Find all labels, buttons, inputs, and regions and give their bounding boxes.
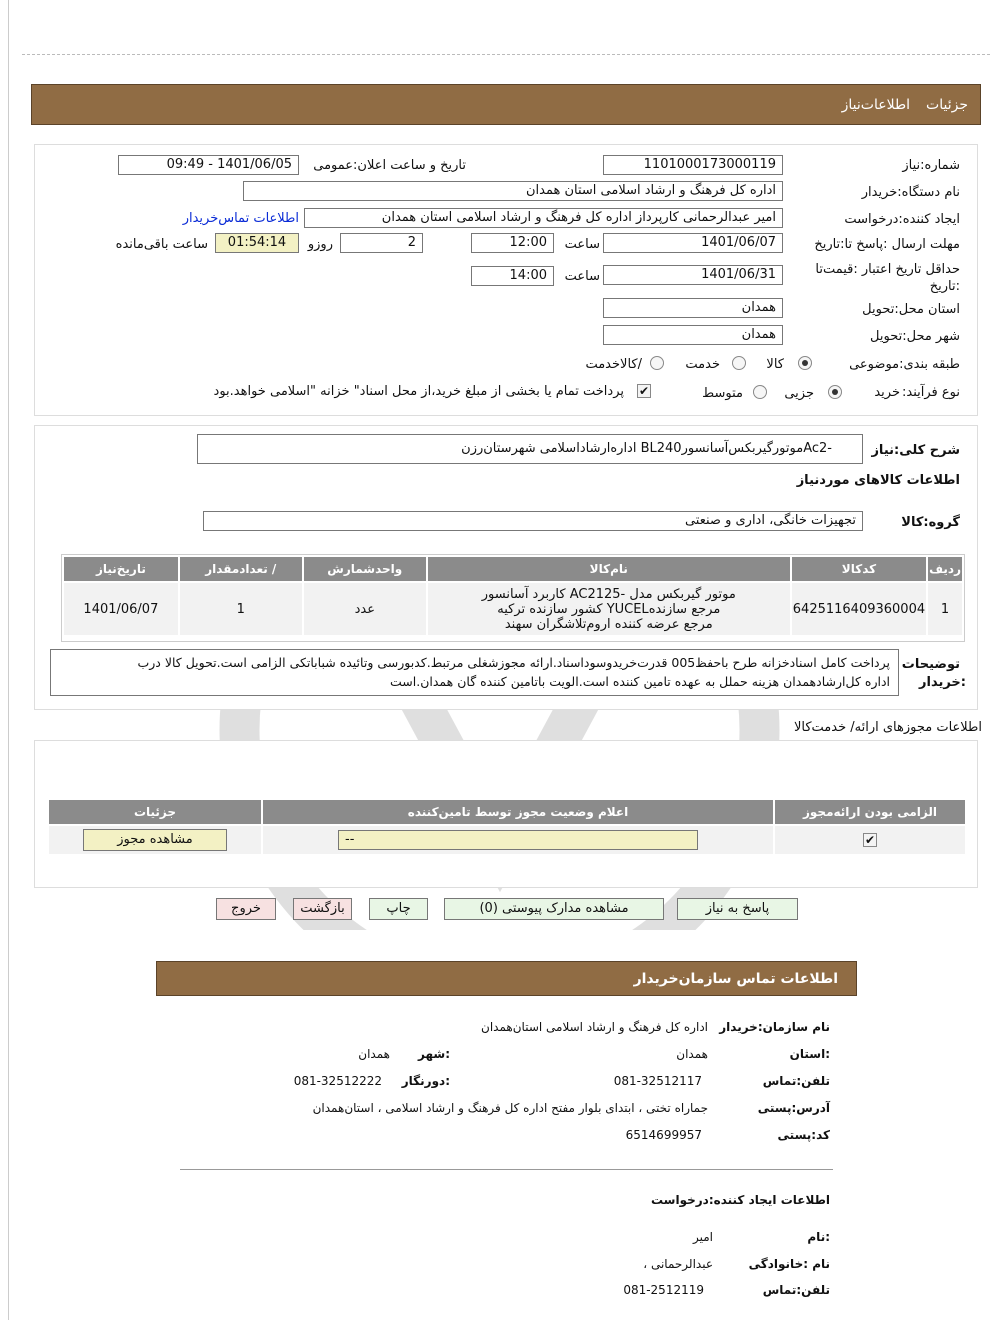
col-qty: / تعدادمقدار: [180, 557, 302, 581]
exit-button[interactable]: خروج: [216, 898, 276, 920]
buyer-notes-line-1: پرداخت کامل اسنادخزانه طرح باحفظ005 قدرت‌خریدوسوداسناد.ارائه مجوزشغلی مرتبط.کدبورسی وتائیده شباباتکی الزامی است.تحویل کالا درب: [137, 655, 890, 670]
creator-field: امیر عبدالرحمانی کارپرداز اداره کل فرهنگ و ارشاد اسلامی استان همدان: [304, 208, 783, 228]
days-label: روزو: [307, 237, 333, 252]
validity-hour-label: ساعت: [564, 269, 600, 284]
permits-table: [47, 798, 967, 856]
category-goods-service-radio[interactable]: [650, 356, 664, 370]
buyer-label: نام دستگاه:خریدار: [861, 185, 960, 200]
goods-name-line-1: موتور گیربکس مدل -AC2125 کاربرد آسانسور: [481, 586, 736, 602]
print-button[interactable]: چاپ: [369, 898, 428, 920]
buyer-contact-link[interactable]: اطلاعات تماس‌خریدار: [182, 211, 299, 226]
permits-title: اطلاعات مجوزهای ارائه/ خدمت‌کالا: [793, 720, 982, 735]
days-field: 2: [340, 233, 423, 253]
phone-value: 081-32512117: [613, 1074, 702, 1088]
category-goods-radio[interactable]: [798, 356, 812, 370]
goods-table: [62, 555, 964, 637]
city-value: همدان: [358, 1047, 390, 1061]
remaining-timer: 01:54:14: [215, 233, 299, 253]
announce-label: تاریخ و ساعت اعلان:عمومی: [313, 158, 466, 173]
tab-details[interactable]: جزئیات: [926, 97, 968, 113]
category-goods-service-text: /کالاخدمت: [585, 357, 642, 372]
reply-button[interactable]: پاسخ به نیاز: [677, 898, 798, 920]
need-number-field: 1101000173000119: [603, 155, 783, 175]
category-label: طبقه بندی:موضوعی: [849, 357, 960, 372]
contact-divider: [180, 1169, 833, 1170]
permit-status-field: --: [338, 830, 698, 850]
goods-table-header: [64, 557, 962, 581]
goods-date: 1401/06/07: [64, 583, 178, 635]
description-field: -Ac2موتورگیربکس‌آسانسورBL240 اداره‌ارشاداسلامی شهرستان‌رزن: [197, 434, 863, 464]
goods-group-label: گروه:کالا: [901, 515, 960, 530]
validity-label: حداقل تاریخ اعتبار :قیمت‌تا: [815, 262, 960, 277]
process-partial-radio[interactable]: [828, 385, 842, 399]
attachments-button[interactable]: مشاهده مدارک پیوستی (0): [444, 898, 664, 920]
process-medium-radio[interactable]: [753, 385, 767, 399]
creator-label: ایجاد کننده:درخواست: [844, 212, 960, 227]
contact-header-bar: [156, 961, 857, 996]
goods-name: [428, 583, 790, 635]
goods-qty: 1: [180, 583, 302, 635]
postal-label: کد:پستی: [777, 1128, 830, 1142]
goods-table-frame: [61, 554, 965, 642]
fax-label: :دورنگار: [401, 1074, 450, 1088]
creator-phone-label: تلفن:تماس: [762, 1283, 830, 1297]
category-goods-text: کالا: [766, 357, 784, 372]
deadline-hour-label: ساعت: [564, 237, 600, 252]
buyer-notes-line-2: اداره کل‌ارشادهمدان هزینه حملل به عهده تامین کننده است.الویت باتامین کننده گان همدان.است: [390, 674, 890, 689]
province-value: همدان: [676, 1047, 708, 1061]
goods-unit: عدد: [304, 583, 426, 635]
back-button[interactable]: بازگشت: [293, 898, 352, 920]
deadline-date-field: 1401/06/07: [603, 233, 783, 253]
table-row: [49, 826, 965, 854]
deadline-time-field: 12:00: [471, 233, 554, 253]
delivery-province-field: همدان: [603, 298, 783, 318]
permit-required-checkbox[interactable]: ✔: [864, 832, 876, 847]
contact-header-title: اطلاعات تماس سازمان‌خریدار: [633, 971, 838, 987]
permit-required-cell: [775, 826, 965, 854]
goods-name-line-2: مرجع سازندهYUCEL کشور سازنده ترکیه: [497, 601, 721, 617]
delivery-city-label: شهر محل:تحویل: [870, 329, 960, 344]
col-code: کدکالا: [792, 557, 926, 581]
delivery-province-label: استان محل:تحویل: [862, 302, 960, 317]
creator-family-label: نام :خانوادگی: [748, 1257, 830, 1271]
goods-group-field: تجهیزات خانگی، اداری و صنعتی: [203, 511, 863, 531]
announce-field: 1401/06/05 - 09:49: [118, 155, 299, 175]
buyer-notes-label-cont: :خریدار: [919, 675, 966, 690]
fax-value: 081-32512222: [293, 1074, 382, 1088]
goods-name-line-3: مرجع عرضه کننده اروم‌تلاشگران سهند: [504, 616, 713, 632]
address-value: جماراه تختی ، ابتدای بلوار مفتح اداره کل فرهنگ و ارشاد اسلامی ، استان‌همدان: [312, 1101, 708, 1115]
col-row: ردیف: [928, 557, 962, 581]
creator-name-value: امیر: [692, 1230, 713, 1244]
category-service-text: خدمت: [685, 357, 720, 372]
category-service-radio[interactable]: [732, 356, 746, 370]
col-date: تاریخ‌نیاز: [64, 557, 178, 581]
col-unit: واحدشمارش: [304, 557, 426, 581]
payment-checkbox[interactable]: ✔: [638, 384, 650, 398]
province-label: :استان: [789, 1047, 830, 1061]
col-name: نام‌کالا: [428, 557, 790, 581]
buyer-notes-label: توضیحات: [901, 657, 960, 672]
top-divider: [22, 54, 990, 55]
permits-table-header: [49, 800, 965, 824]
phone-label: تلفن:تماس: [762, 1074, 830, 1088]
org-label: نام سازمان:خریدار: [719, 1020, 830, 1034]
validity-date-field: 1401/06/31: [603, 265, 783, 285]
remaining-label: ساعت باقی‌مانده: [115, 237, 208, 252]
table-row: [64, 583, 962, 635]
need-number-label: شماره:نیاز: [902, 158, 960, 173]
buyer-field: اداره کل فرهنگ و ارشاد اسلامی استان همدان: [243, 181, 783, 201]
need-info-tab-bar: [31, 84, 981, 125]
tab-need-info[interactable]: اطلاعات‌نیاز: [841, 97, 910, 113]
payment-note: پرداخت تمام یا بخشی از مبلغ خرید،از محل اسناد" خزانه "اسلامی خواهد.بود: [213, 384, 624, 399]
description-label: شرح کلی:نیاز: [871, 443, 960, 458]
goods-code: 6425116409360004: [792, 583, 926, 635]
page-left-border: [8, 0, 9, 1320]
validity-label-cont: :تاریخ: [929, 279, 960, 294]
address-label: آدرس:پستی: [757, 1101, 830, 1115]
col-permit-details: جزئیات: [49, 800, 261, 824]
process-medium-text: متوسط: [702, 386, 743, 401]
row-number: 1: [928, 583, 962, 635]
creator-family-value: عبدالرحمانی ،: [643, 1257, 713, 1271]
deadline-label: مهلت ارسال :پاسخ تا:تاریخ: [814, 237, 960, 252]
city-label: :شهر: [418, 1047, 450, 1061]
view-permit-button[interactable]: مشاهده مجوز: [83, 829, 227, 851]
postal-value: 6514699957: [625, 1128, 702, 1142]
permits-table-frame: [47, 798, 967, 860]
col-permit-required: الزامی بودن ارائه‌مجوز: [775, 800, 965, 824]
permit-details-cell: [49, 826, 261, 854]
creator-phone-value: 081-2512119: [623, 1283, 704, 1297]
process-partial-text: جزیی: [784, 386, 814, 401]
org-value: اداره کل فرهنگ و ارشاد اسلامی استان‌همدان: [481, 1020, 708, 1034]
buyer-notes-box: [50, 649, 899, 696]
validity-time-field: 14:00: [471, 266, 554, 286]
creator-name-label: :نام: [807, 1230, 830, 1244]
process-type-label: نوع فرآیند:: [902, 385, 960, 400]
goods-info-title: اطلاعات کالاهای موردنیاز: [796, 473, 960, 488]
col-permit-status: اعلام وضعیت مجوز توسط تامین‌کننده: [263, 800, 773, 824]
process-buy-text: خرید: [874, 385, 900, 400]
creator-info-title: اطلاعات ایجاد کننده:درخواست: [650, 1193, 830, 1207]
delivery-city-field: همدان: [603, 325, 783, 345]
permit-status-cell: [263, 826, 773, 854]
